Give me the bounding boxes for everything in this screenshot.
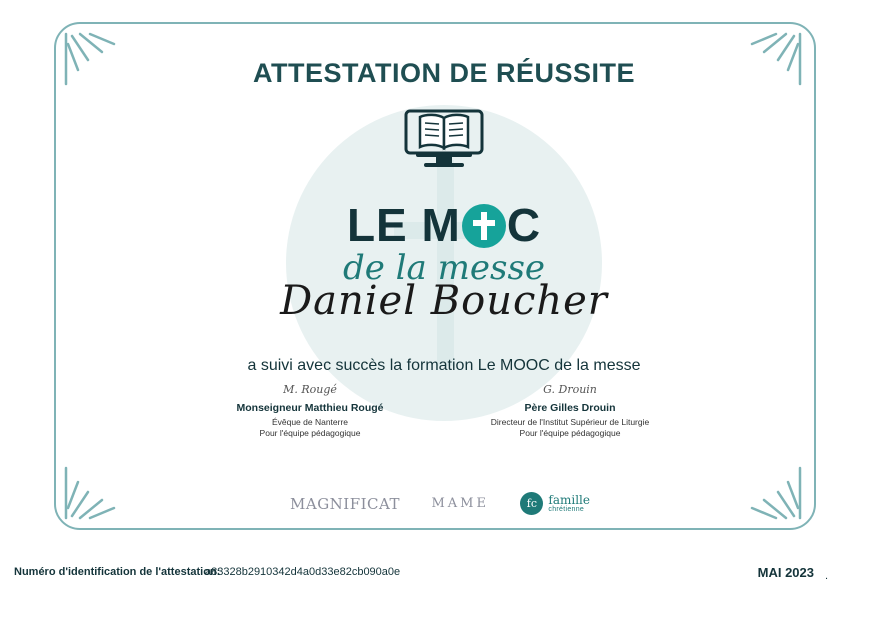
signatory-role-line-2: Pour l'équipe pédagogique [519,428,621,439]
signatory-name: Monseigneur Matthieu Rougé [236,402,384,414]
famille-chretienne-name: famille [548,492,590,507]
attestation-date: MAI 2023 [757,565,814,580]
corner-sunburst-bottom-right-icon [740,458,804,522]
signature-mark: M. Rougé [283,383,337,396]
attestation-trailing-mark: . [824,570,828,582]
logo-cross-icon [462,204,506,248]
attestation-id-value: a83328b2910342d4a0d33e82cb090a0e [205,566,401,578]
brand-logo-text-after: C [506,199,542,251]
partner-logo-mame: MAME [431,496,489,511]
partner-logo-famille-chretienne [520,492,590,515]
open-book-icon [398,108,490,170]
recipient-name: Daniel Boucher [280,278,608,324]
completion-statement: a suivi avec succès la formation Le MOOC de la messe [247,357,641,374]
brand-logo-text-before: LE M [346,199,461,251]
brand-logo-subtitle: de la messe [342,248,546,288]
attestation-id-label: Numéro d'identification de l'attestation: [14,566,221,578]
signatures-row [190,378,690,440]
signatory-role-line-1: Directeur de l'Institut Supérieur de Liturgie [490,417,650,427]
signature-block-2 [450,378,690,440]
partner-logos [290,492,590,515]
signature-mark: G. Drouin [543,383,597,396]
famille-chretienne-subtitle: chrétienne [548,506,585,514]
signatory-role-line-2: Pour l'équipe pédagogique [259,428,361,439]
brand-logo-primary [0,198,888,252]
partner-logo-magnificat: MAGNIFICAT [290,494,401,513]
corner-sunburst-bottom-left-icon [62,458,126,522]
page-title: ATTESTATION DE RÉUSSITE [252,58,635,88]
signatory-name: Père Gilles Drouin [524,402,616,414]
signature-block-1 [190,378,430,440]
signatory-role-line-1: Évêque de Nanterre [271,417,349,427]
famille-chretienne-mark-icon: fc [520,492,543,515]
